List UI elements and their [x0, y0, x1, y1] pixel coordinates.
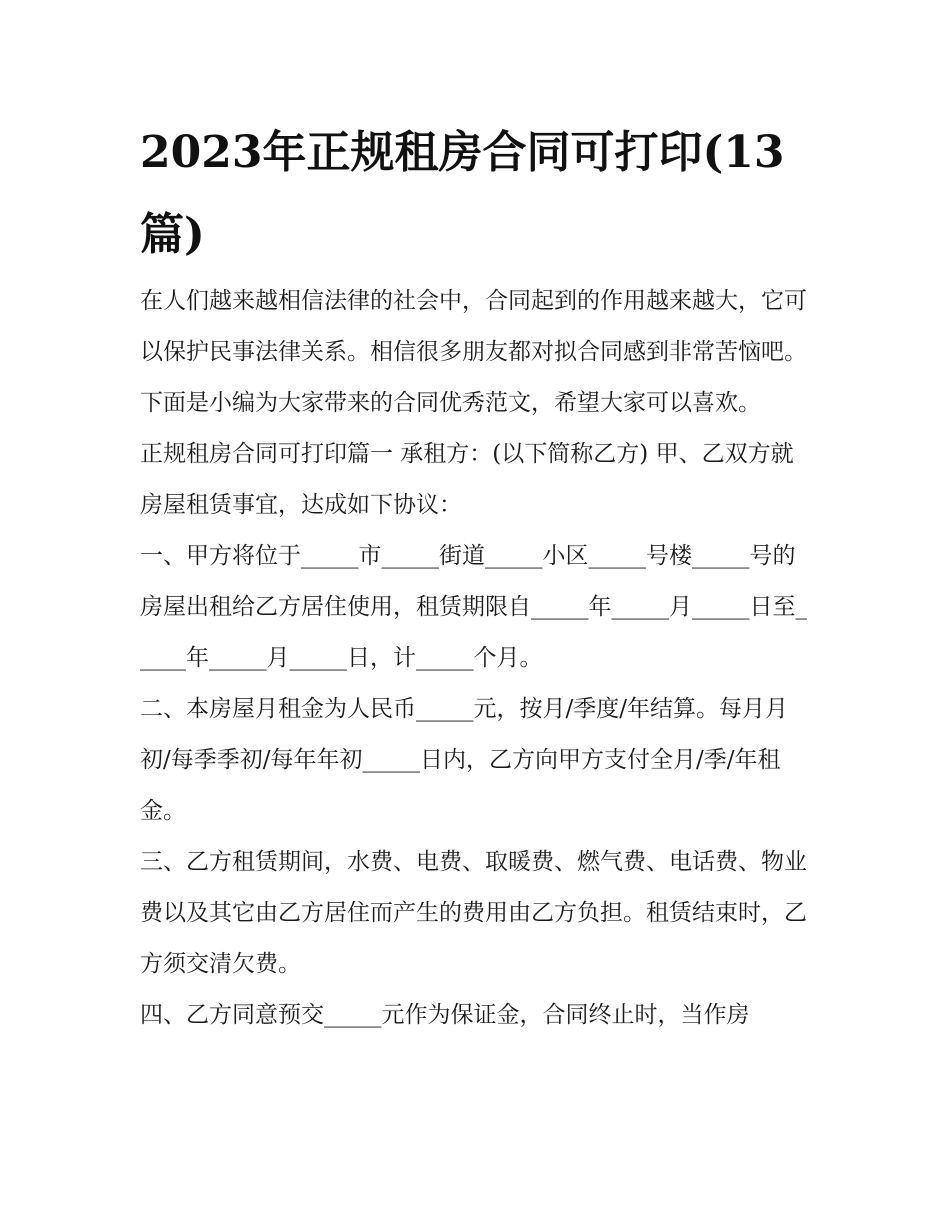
paragraph-contract-header: 正规租房合同可打印篇一 承租方：(以下简称乙方) 甲、乙双方就房屋租赁事宜，达成如下协议： [140, 441, 794, 518]
paragraph-clause-2: 二、本房屋月租金为人民币_____元，按月/季度/年结算。每月月初/每季季初/每年年初_____日内，乙方向甲方支付全月/季/年租金。 [140, 696, 788, 824]
paragraph-clause-4: 四、乙方同意预交_____元作为保证金，合同终止时，当作房 [140, 1002, 750, 1028]
document-body [140, 276, 816, 1041]
paragraph-clause-3: 三、乙方租赁期间，水费、电费、取暖费、燃气费、电话费、物业费以及其它由乙方居住而产生的费用由乙方负担。租赁结束时，乙方须交清欠费。 [140, 849, 807, 977]
paragraph-clause-1: 一、甲方将位于_____市_____街道_____小区_____号楼_____号的房屋出租给乙方居住使用，租赁期限自_____年_____月_____日至_____年_____月_____日，计_____个月。 [140, 543, 807, 671]
document-title: 2023年正规租房合同可打印(13篇) [140, 127, 785, 260]
paragraph-intro: 在人们越来越相信法律的社会中，合同起到的作用越来越大，它可以保护民事法律关系。相信很多朋友都对拟合同感到非常苦恼吧。下面是小编为大家带来的合同优秀范文，希望大家可以喜欢。 [140, 288, 807, 416]
